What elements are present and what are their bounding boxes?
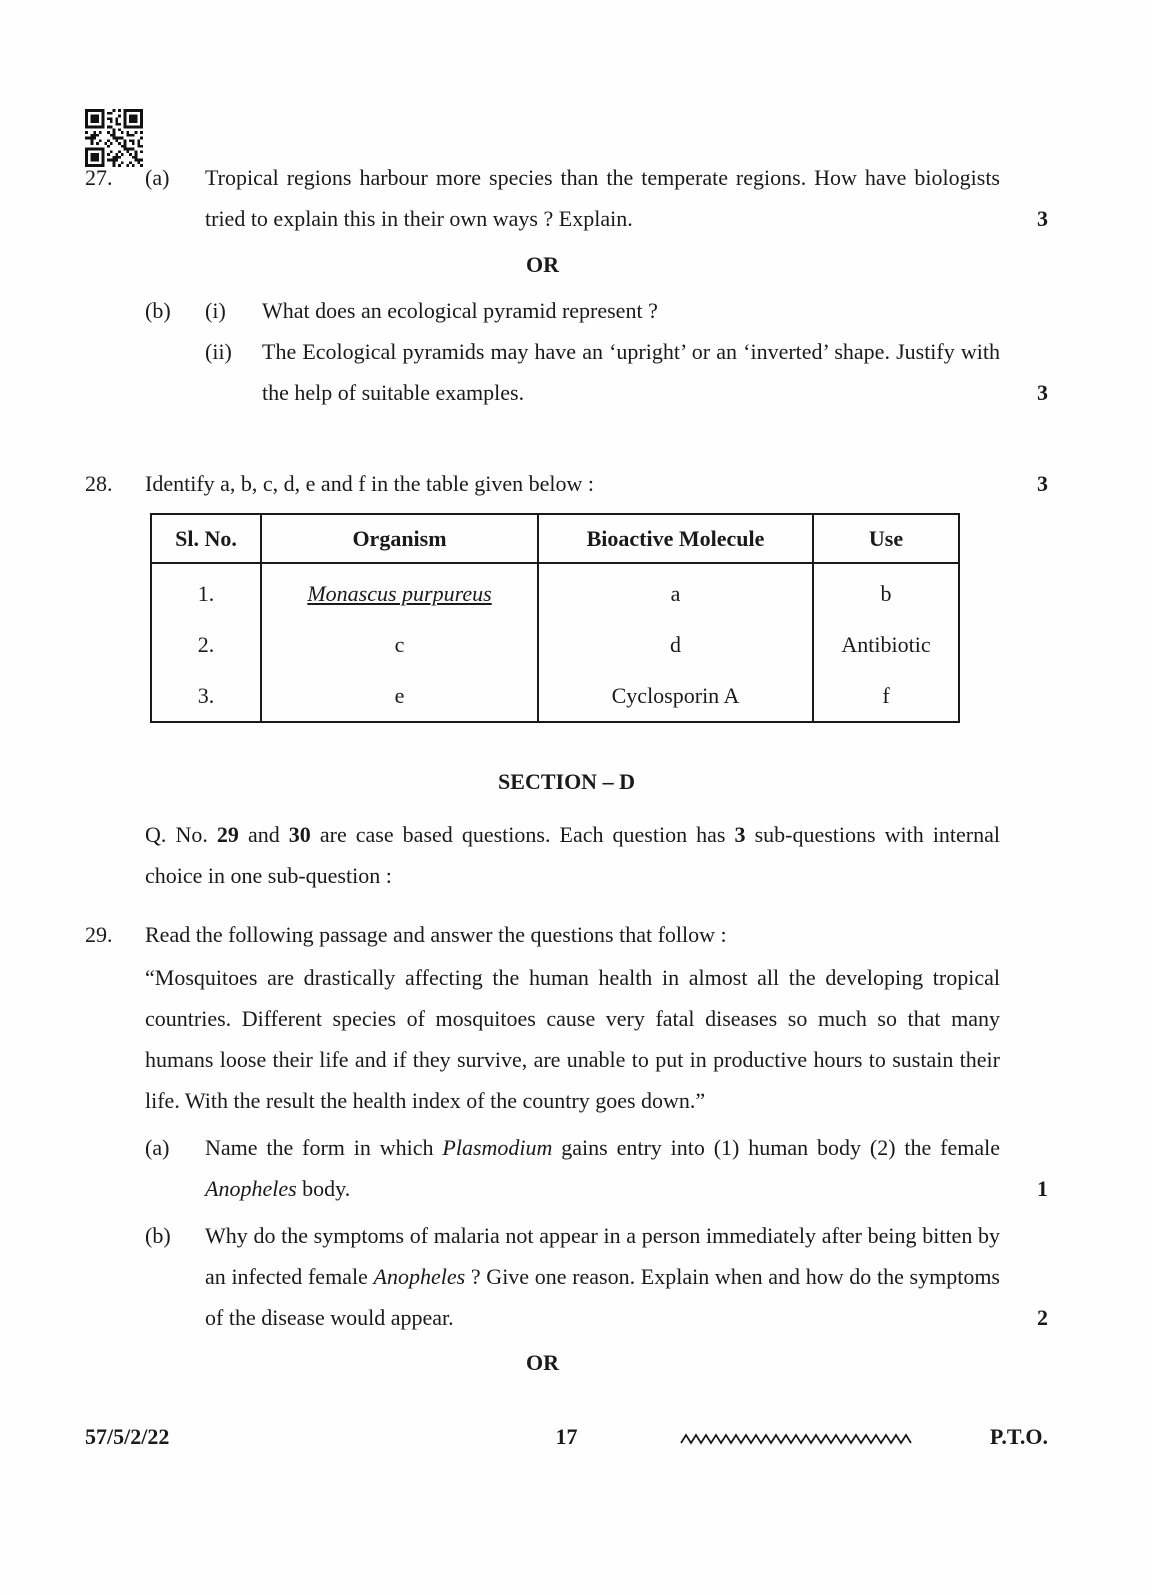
section-d-intro xyxy=(145,814,1048,896)
question-27-number: 27. xyxy=(85,165,113,190)
text-segment: Why do the symptoms of malaria not appear in a person immediately after being bitten by an infected female xyxy=(205,1223,1000,1289)
question-27-b-ii xyxy=(205,331,1048,413)
page-number: 17 xyxy=(555,1424,578,1449)
table-cell: b xyxy=(813,563,959,619)
col-header-bioactive-molecule: Bioactive Molecule xyxy=(538,514,813,563)
question-27-part-b xyxy=(145,290,1048,413)
part-b-content xyxy=(205,290,1048,413)
part-a-content xyxy=(205,1127,1048,1209)
col-header-sl-no: Sl. No. xyxy=(151,514,261,563)
table-row xyxy=(151,563,959,619)
question-29-part-a xyxy=(145,1127,1048,1209)
roman-i-label: (i) xyxy=(205,298,226,323)
italic-plasmodium: Plasmodium xyxy=(442,1135,553,1160)
table-header-row xyxy=(151,514,959,563)
part-b-label: (b) xyxy=(145,298,171,323)
table-cell xyxy=(261,563,538,619)
or-separator: OR xyxy=(526,1350,559,1375)
table-cell: 2. xyxy=(151,619,261,670)
passage-text: “Mosquitoes are drastically affecting the human health in almost all the developing tropical countries. Different species of mosquitoes cause very fatal diseases so much so that many humans loose their life and if they survive, are unable to put in productive hours to sustain their life. With the result the health index of the country goes down.” xyxy=(145,965,1000,1113)
question-28-stem xyxy=(145,463,1048,504)
part-b-content xyxy=(205,1215,1048,1338)
part-a-label: (a) xyxy=(145,1135,170,1160)
table-cell: d xyxy=(538,619,813,670)
question-29-part-b xyxy=(145,1215,1048,1338)
col-header-use: Use xyxy=(813,514,959,563)
question-text: Tropical regions harbour more species than the temperate regions. How have biologists tried to explain this in their own ways ? Explain. xyxy=(205,165,1000,231)
page-footer xyxy=(85,1416,1048,1460)
question-27-part-a xyxy=(145,157,1048,239)
section-d-title: SECTION – D xyxy=(498,769,635,794)
text-segment: gains entry into (1) human body (2) the female xyxy=(552,1135,1000,1160)
table-row xyxy=(151,619,959,670)
part-a-label: (a) xyxy=(145,165,170,190)
marks-value: 1 xyxy=(1037,1176,1048,1201)
question-text: What does an ecological pyramid represent ? xyxy=(262,298,658,323)
page-content xyxy=(85,157,1048,1383)
italic-anopheles: Anopheles xyxy=(373,1264,466,1289)
table-cell: Antibiotic xyxy=(813,619,959,670)
question-text: Identify a, b, c, d, e and f in the table given below : xyxy=(145,471,595,496)
text-segment: ? Give one reason. Explain when and how do the symptoms of the disease would appear. xyxy=(205,1264,1000,1330)
col-header-organism: Organism xyxy=(261,514,538,563)
table-cell: e xyxy=(261,670,538,722)
organism-scientific-name: Monascus purpureus xyxy=(307,581,492,606)
question-28-number: 28. xyxy=(85,471,113,496)
question-27-b-i xyxy=(205,290,1048,331)
intro-segment: are case based questions. Each question has xyxy=(310,822,735,847)
table-cell: f xyxy=(813,670,959,722)
or-separator: OR xyxy=(526,252,559,277)
paper-code: 57/5/2/22 xyxy=(85,1424,170,1449)
question-29-body xyxy=(145,914,1048,1383)
text-segment: Name the form in which xyxy=(205,1135,443,1160)
question-text xyxy=(205,1127,1048,1209)
italic-anopheles: Anopheles xyxy=(205,1176,297,1201)
roman-ii-label: (ii) xyxy=(205,339,232,364)
table-cell: 1. xyxy=(151,563,261,619)
intro-segment: Q. No. xyxy=(145,822,217,847)
part-b-label: (b) xyxy=(145,1223,171,1248)
bioactive-molecule-table xyxy=(150,513,960,723)
intro-bold-3: 3 xyxy=(734,822,746,847)
question-text: The Ecological pyramids may have an ‘upright’ or an ‘inverted’ shape. Justify with the help of suitable examples. xyxy=(262,339,1000,405)
question-27 xyxy=(85,157,1048,413)
intro-segment: sub-questions with internal choice in one sub-question : xyxy=(145,822,1001,888)
intro-bold-29: 29 xyxy=(216,822,239,847)
table-cell: a xyxy=(538,563,813,619)
intro-bold-30: 30 xyxy=(288,822,311,847)
table-cell: 3. xyxy=(151,670,261,722)
pto-label: P.T.O. xyxy=(989,1424,1048,1449)
table-row xyxy=(151,670,959,722)
question-29-number: 29. xyxy=(85,922,113,947)
part-a-content xyxy=(205,157,1048,239)
text-segment: body. xyxy=(296,1176,351,1201)
question-29-lead: Read the following passage and answer the questions that follow : xyxy=(145,922,727,947)
question-27-body xyxy=(145,157,1048,413)
question-28 xyxy=(85,463,1048,723)
table-cell: Cyclosporin A xyxy=(538,670,813,722)
marks-value: 2 xyxy=(1037,1305,1048,1330)
squiggle-line xyxy=(679,1431,915,1447)
table-cell: c xyxy=(261,619,538,670)
question-29 xyxy=(85,914,1048,1383)
question-text xyxy=(205,1215,1048,1338)
marks-value: 3 xyxy=(1037,471,1048,496)
marks-value: 3 xyxy=(1037,380,1048,405)
intro-segment: and xyxy=(238,822,289,847)
question-28-body xyxy=(145,463,1048,723)
marks-value: 3 xyxy=(1037,206,1048,231)
